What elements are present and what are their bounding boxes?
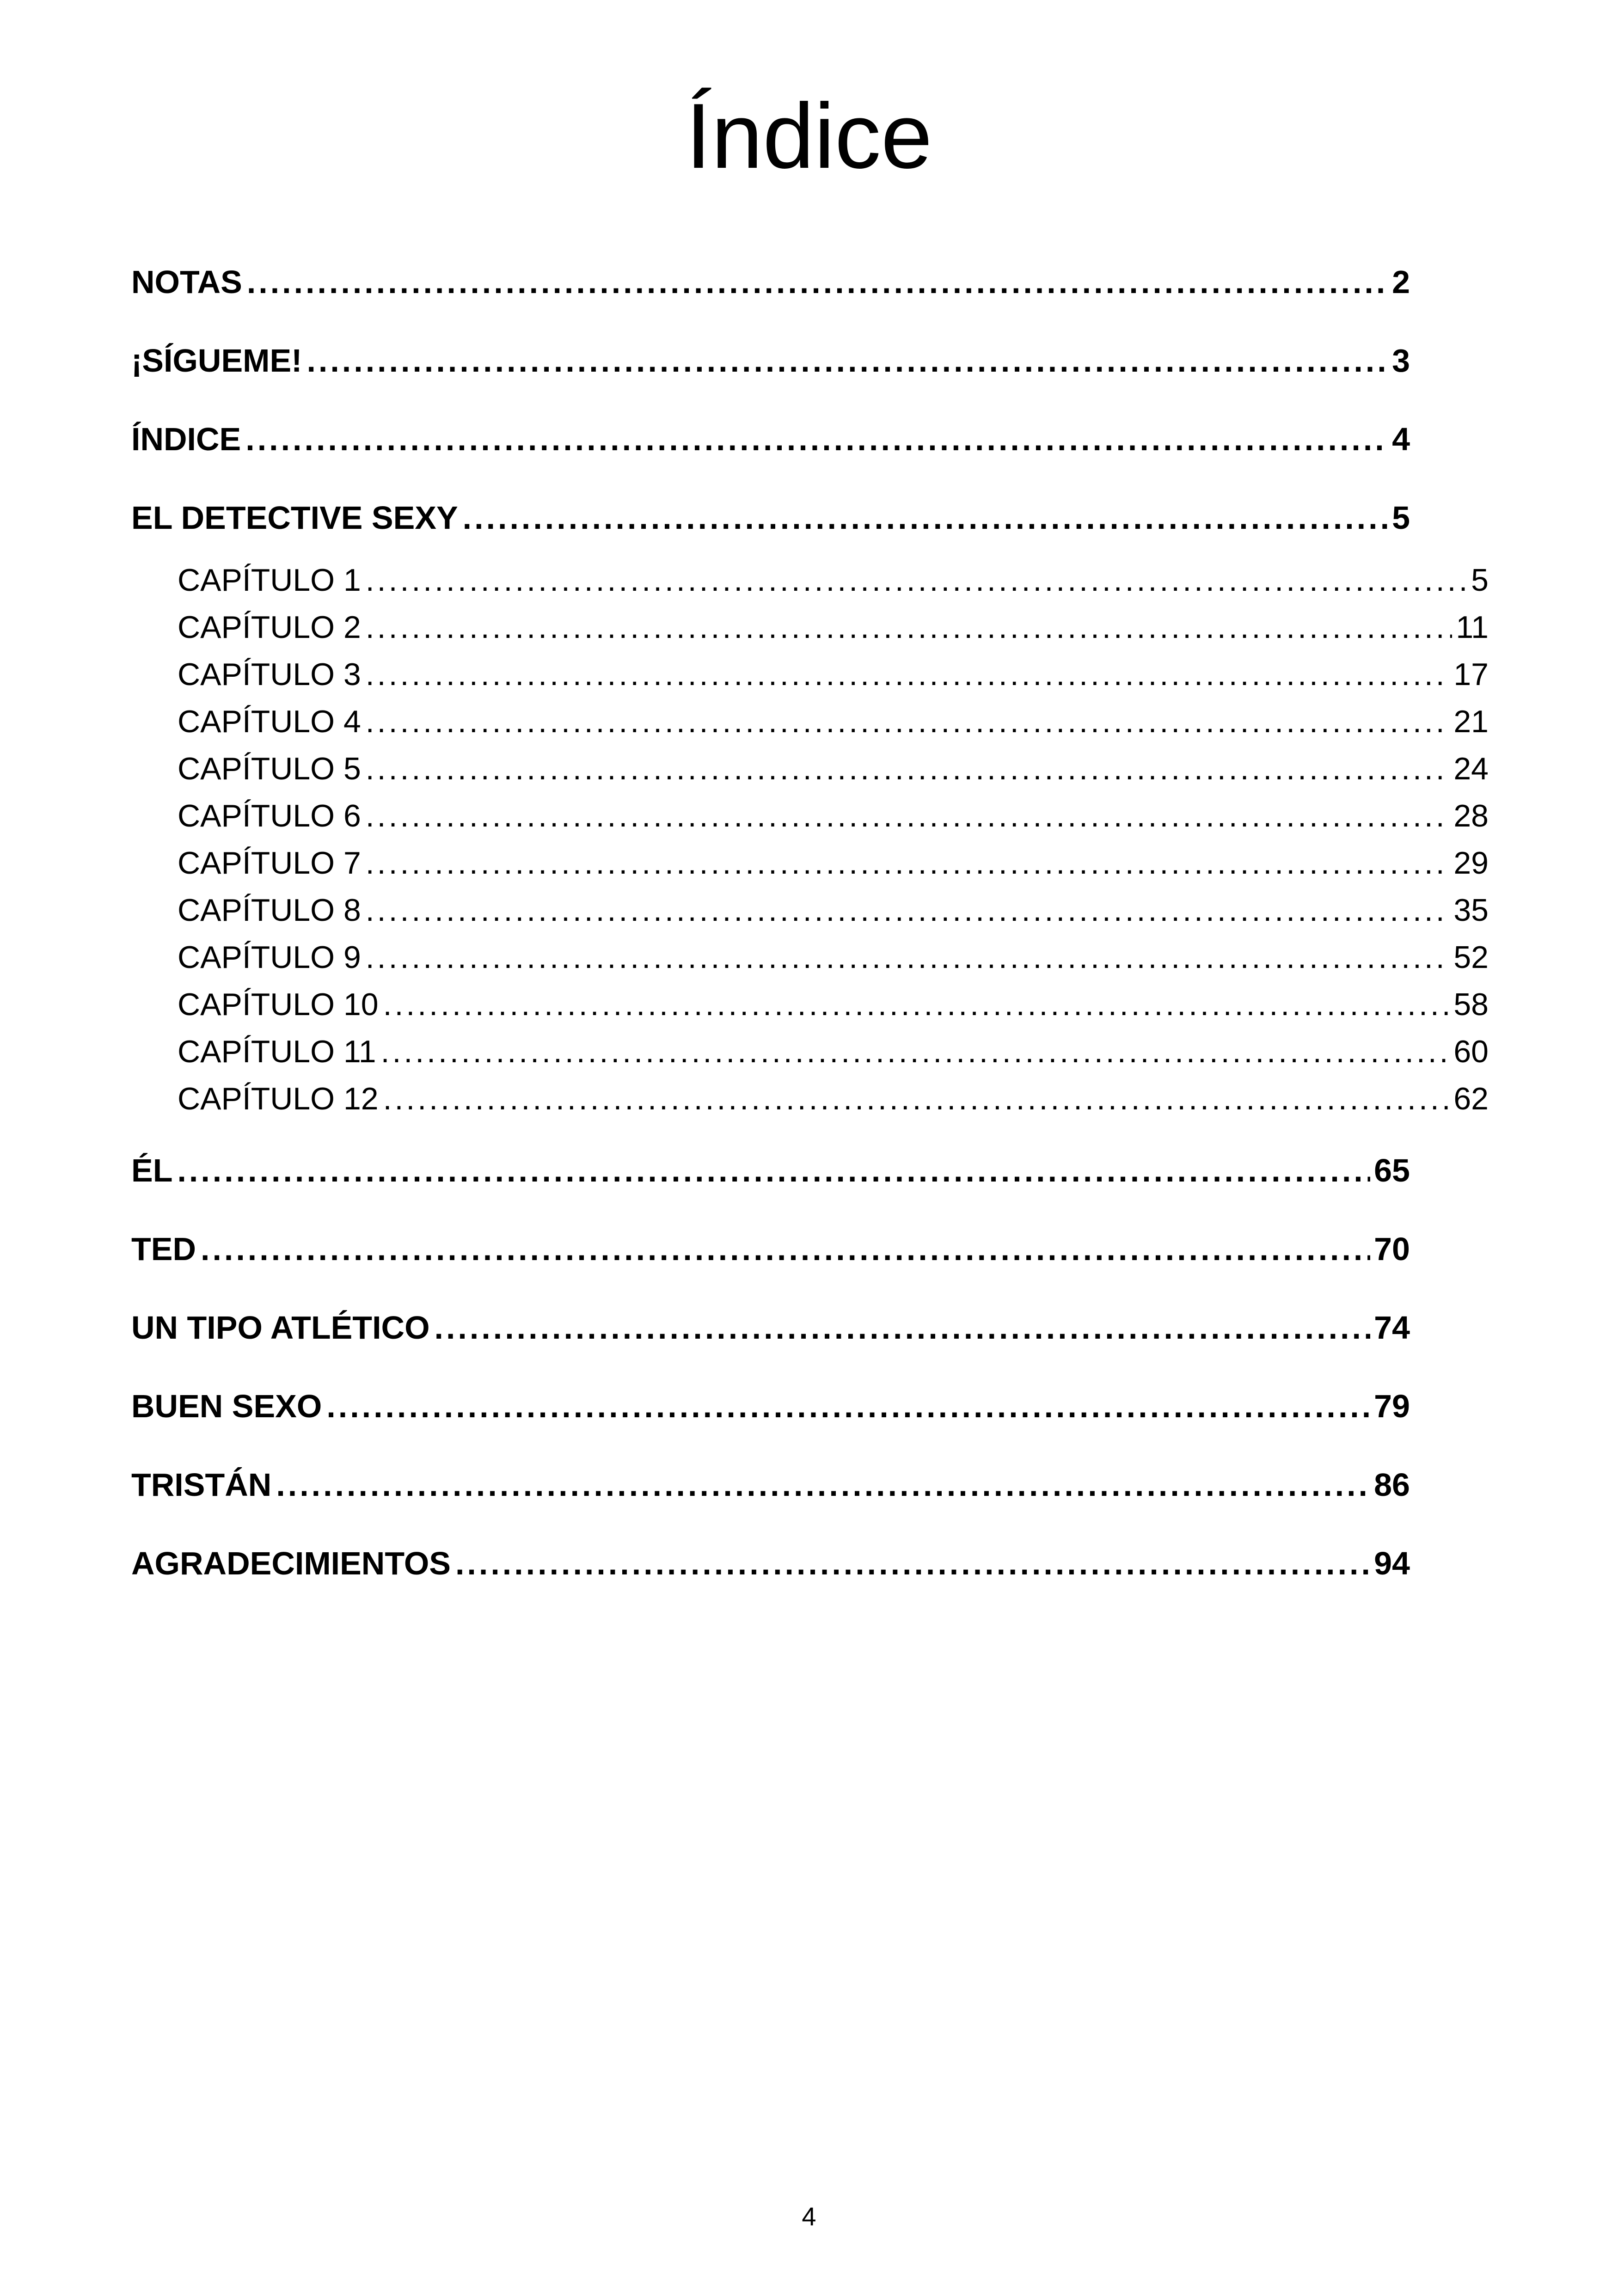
toc-entry-label: CAPÍTULO 12 <box>178 1081 379 1116</box>
toc-entry-page: 11 <box>1456 610 1489 645</box>
toc-entry-label: CAPÍTULO 10 <box>178 987 379 1022</box>
toc-dot-leader <box>435 1304 1371 1351</box>
toc-entry-page: 86 <box>1374 1467 1410 1503</box>
toc-entry-page: 5 <box>1392 500 1410 536</box>
toc-chapter-entry[interactable] <box>178 748 1489 790</box>
toc-dot-leader <box>463 495 1388 541</box>
toc-chapter-entry[interactable] <box>178 559 1489 601</box>
toc-entry-label: NOTAS <box>131 264 242 300</box>
toc-section-entry[interactable] <box>131 416 1410 462</box>
toc-section-entry[interactable] <box>131 1304 1410 1351</box>
toc-entry-label: CAPÍTULO 3 <box>178 657 361 692</box>
toc-entry-label: UN TIPO ATLÉTICO <box>131 1310 430 1346</box>
toc-dot-leader <box>381 1031 1450 1072</box>
toc-entry-label: ÉL <box>131 1152 173 1188</box>
toc-entry-page: 58 <box>1453 987 1489 1022</box>
toc-entry-page: 21 <box>1453 704 1489 739</box>
toc-entry-label: CAPÍTULO 9 <box>178 940 361 975</box>
toc-section-entry[interactable] <box>131 1147 1410 1194</box>
toc-entry-label: CAPÍTULO 5 <box>178 751 361 786</box>
toc-entry-label: CAPÍTULO 8 <box>178 893 361 928</box>
toc-entry-page: 35 <box>1453 893 1489 928</box>
toc-dot-leader <box>366 559 1467 601</box>
toc-entry-label: CAPÍTULO 1 <box>178 563 361 598</box>
toc-entry-page: 62 <box>1453 1081 1489 1116</box>
toc-dot-leader <box>247 259 1388 305</box>
toc-entry-page: 74 <box>1374 1310 1410 1346</box>
toc-section-entry[interactable] <box>131 259 1410 305</box>
toc-chapter-entry[interactable] <box>178 1078 1489 1120</box>
toc-entry-page: 52 <box>1453 940 1489 975</box>
toc-chapter-entry[interactable] <box>178 937 1489 978</box>
toc-dot-leader <box>366 795 1450 837</box>
toc-dot-leader <box>306 337 1388 384</box>
toc-section-entry[interactable] <box>131 1383 1410 1429</box>
toc-dot-leader <box>383 1078 1450 1120</box>
toc-entry-label: ÍNDICE <box>131 421 241 457</box>
toc-entry-page: 24 <box>1453 751 1489 786</box>
toc-entry-page: 17 <box>1453 657 1489 692</box>
toc-dot-leader <box>366 889 1450 931</box>
toc-chapter-entry[interactable] <box>178 984 1489 1025</box>
toc-entry-label: TED <box>131 1231 196 1267</box>
toc-entry-page: 94 <box>1374 1545 1410 1581</box>
toc-chapter-entry[interactable] <box>178 1031 1489 1072</box>
toc-chapter-entry[interactable] <box>178 654 1489 695</box>
toc-entry-label: BUEN SEXO <box>131 1388 322 1424</box>
toc-entry-page: 65 <box>1374 1152 1410 1188</box>
toc-dot-leader <box>383 984 1450 1025</box>
page-title: Índice <box>686 85 932 188</box>
toc-dot-leader <box>366 937 1450 978</box>
toc-dot-leader <box>366 842 1450 884</box>
toc-dot-leader <box>276 1462 1370 1508</box>
toc-section-entry[interactable] <box>131 1540 1410 1586</box>
toc-entry-label: ¡SÍGUEME! <box>131 343 302 379</box>
toc-entry-label: CAPÍTULO 11 <box>178 1034 376 1069</box>
toc-section-entry[interactable] <box>131 337 1410 384</box>
toc-entry-label: TRISTÁN <box>131 1467 272 1503</box>
toc-section-entry[interactable] <box>131 1462 1410 1508</box>
toc-entry-label: CAPÍTULO 7 <box>178 845 361 881</box>
toc-chapter-entry[interactable] <box>178 889 1489 931</box>
toc-dot-leader <box>366 606 1453 648</box>
toc-dot-leader <box>366 748 1450 790</box>
toc-entry-label: CAPÍTULO 6 <box>178 798 361 833</box>
toc-entry-page: 29 <box>1453 845 1489 881</box>
toc-dot-leader <box>245 416 1388 462</box>
toc-entry-page: 5 <box>1471 563 1489 598</box>
toc-entry-page: 4 <box>1392 421 1410 457</box>
toc-dot-leader <box>455 1540 1370 1586</box>
toc-chapter-entry[interactable] <box>178 606 1489 648</box>
toc-chapter-entry[interactable] <box>178 795 1489 837</box>
toc-entry-page: 3 <box>1392 343 1410 379</box>
toc-dot-leader <box>177 1147 1370 1194</box>
toc-dot-leader <box>366 701 1450 742</box>
toc-entry-label: CAPÍTULO 4 <box>178 704 361 739</box>
toc-entry-page: 70 <box>1374 1231 1410 1267</box>
toc-entry-page: 79 <box>1374 1388 1410 1424</box>
toc-dot-leader <box>326 1383 1370 1429</box>
toc-entry-page: 60 <box>1453 1034 1489 1069</box>
toc-section-entry[interactable] <box>131 495 1410 541</box>
toc-entry-label: EL DETECTIVE SEXY <box>131 500 458 536</box>
toc-entry-label: CAPÍTULO 2 <box>178 610 361 645</box>
toc-entry-page: 2 <box>1392 264 1410 300</box>
toc-dot-leader <box>366 654 1450 695</box>
toc-entry-label: AGRADECIMIENTOS <box>131 1545 451 1581</box>
toc-entry-page: 28 <box>1453 798 1489 833</box>
toc-chapter-entry[interactable] <box>178 701 1489 742</box>
page-number: 4 <box>802 2202 816 2231</box>
toc-chapter-entry[interactable] <box>178 842 1489 884</box>
toc-section-entry[interactable] <box>131 1226 1410 1272</box>
toc-dot-leader <box>201 1226 1370 1272</box>
